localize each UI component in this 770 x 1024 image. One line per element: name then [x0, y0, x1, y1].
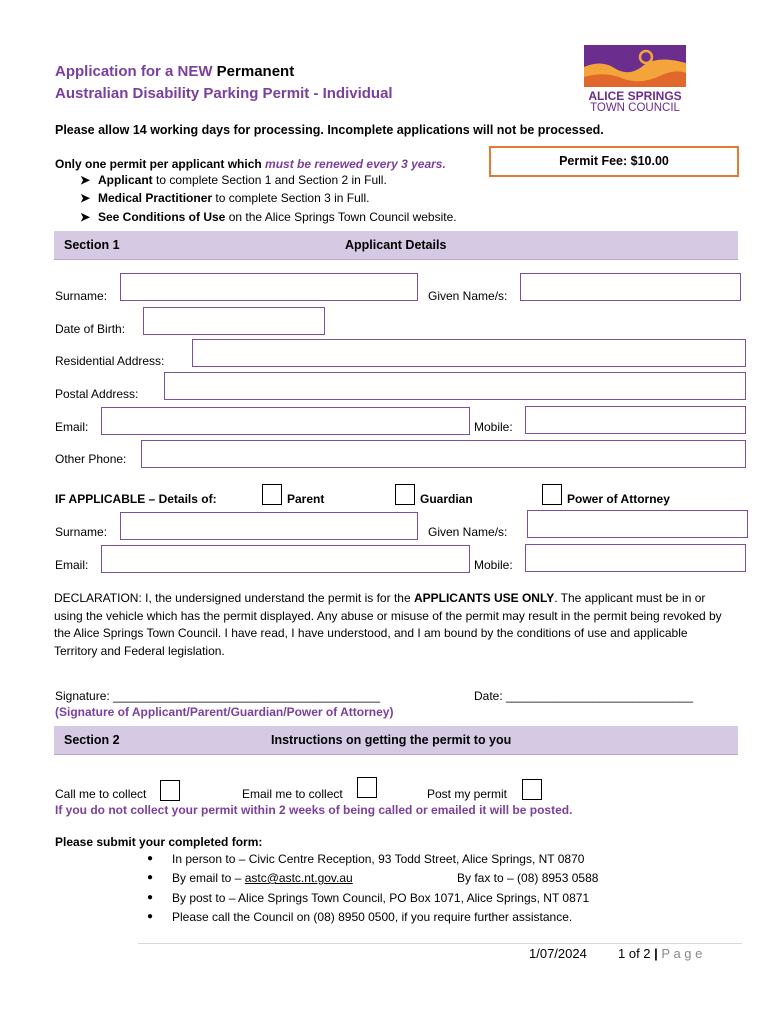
residential-address-field[interactable]: [192, 339, 746, 367]
bullet-icon: ●: [147, 911, 154, 922]
residential-address-label: Residential Address:: [55, 354, 165, 368]
post-permit-checkbox[interactable]: [522, 779, 542, 800]
rep-surname-label: Surname:: [55, 525, 108, 539]
rep-surname-field[interactable]: [120, 512, 418, 540]
call-collect-label: Call me to collect: [55, 787, 147, 801]
mobile-field[interactable]: [525, 406, 746, 434]
arrow-bullet-icon: ➤: [80, 173, 91, 187]
mobile-label: Mobile:: [474, 420, 513, 434]
bullet-icon: ●: [147, 892, 154, 903]
section2-header: [54, 726, 738, 755]
instruction-item: ➤ Medical Practitioner to complete Section 3 in Full.: [80, 191, 370, 205]
given-name-label: Given Name/s:: [428, 289, 508, 303]
submit-heading: Please submit your completed form:: [55, 835, 263, 849]
if-applicable-label: IF APPLICABLE – Details of:: [55, 492, 217, 506]
section1-label: Section 1: [64, 238, 120, 252]
arrow-bullet-icon: ➤: [80, 210, 91, 224]
power-of-attorney-checkbox[interactable]: [542, 484, 562, 505]
council-email-link[interactable]: astc@astc.nt.gov.au: [244, 871, 353, 885]
surname-field[interactable]: [120, 273, 418, 301]
page-word: P a g e: [661, 946, 703, 961]
email-label: Email:: [55, 420, 89, 434]
parent-label: Parent: [287, 492, 325, 506]
submit-in-person: In person to – Civic Centre Reception, 93 Todd Street, Alice Springs, NT 0870: [172, 852, 585, 866]
rep-mobile-field[interactable]: [525, 544, 746, 572]
section2-label: Section 2: [64, 733, 120, 747]
surname-label: Surname:: [55, 289, 108, 303]
page-number: 1 of 2: [618, 946, 651, 961]
guardian-label: Guardian: [420, 492, 473, 506]
parent-checkbox[interactable]: [262, 484, 282, 505]
dob-label: Date of Birth:: [55, 322, 126, 336]
title-subtitle: Australian Disability Parking Permit - Individual: [55, 85, 393, 102]
arrow-bullet-icon: ➤: [80, 191, 91, 205]
logo-line1: ALICE SPRINGS: [588, 89, 682, 103]
submit-by-email: By email to – astc@astc.nt.gov.au: [172, 871, 353, 885]
renewal-emphasis: must be renewed every 3 years.: [265, 157, 446, 171]
page-title: [55, 61, 393, 105]
footer-date: 1/07/2024: [529, 946, 587, 961]
dob-field[interactable]: [143, 307, 325, 335]
post-permit-label: Post my permit: [427, 787, 508, 801]
submit-call: Please call the Council on (08) 8950 0500, if you require further assistance.: [172, 910, 573, 924]
guardian-checkbox[interactable]: [395, 484, 415, 505]
submit-by-post: By post to – Alice Springs Town Council, PO Box 1071, Alice Springs, NT 0871: [172, 891, 590, 905]
rep-mobile-label: Mobile:: [474, 558, 513, 572]
bullet-icon: ●: [147, 853, 154, 864]
submit-by-fax: By fax to – (08) 8953 0588: [457, 871, 599, 885]
bullet-icon: ●: [147, 872, 154, 883]
renewal-text: Only one permit per applicant which: [55, 157, 262, 171]
footer-page: [618, 946, 702, 962]
section2-heading: Instructions on getting the permit to you: [271, 733, 512, 747]
instruction-item: ➤ See Conditions of Use on the Alice Springs Town Council website.: [80, 210, 457, 224]
collection-warning: If you do not collect your permit within 2 weeks of being called or emailed it will be posted.: [55, 803, 573, 817]
logo-mark-icon: [582, 45, 690, 89]
rep-email-field[interactable]: [101, 545, 470, 573]
other-phone-label: Other Phone:: [55, 452, 127, 466]
council-logo: [582, 45, 690, 115]
power-of-attorney-label: Power of Attorney: [567, 492, 670, 506]
email-collect-label: Email me to collect: [242, 787, 343, 801]
email-field[interactable]: [101, 407, 470, 435]
signature-line[interactable]: Signature: ________________________________________: [55, 689, 380, 703]
given-name-field[interactable]: [520, 273, 741, 301]
rep-given-name-field[interactable]: [527, 510, 748, 538]
footer-divider: [138, 943, 742, 944]
section1-heading: Applicant Details: [345, 238, 447, 252]
renewal-notice: [55, 156, 446, 172]
page-separator: |: [654, 946, 658, 961]
postal-address-field[interactable]: [164, 372, 746, 400]
call-collect-checkbox[interactable]: [160, 780, 180, 801]
logo-line2: TOWN COUNCIL: [590, 102, 680, 114]
permit-fee-box: Permit Fee: $10.00: [489, 146, 739, 177]
rep-email-label: Email:: [55, 558, 89, 572]
title-permanent: Permanent: [216, 63, 295, 80]
signature-note: (Signature of Applicant/Parent/Guardian/Power of Attorney): [55, 705, 394, 719]
postal-address-label: Postal Address:: [55, 387, 139, 401]
declaration-text: DECLARATION: I, the undersigned understand the permit is for the APPLICANTS USE ONLY. The applicant must be in or using the vehicle which has the permit displayed. Any abuse or misuse of the permit may result in the permit being revoked by the Alice Springs Town Council. I have read, I have understood, and I am bound by the conditions of use and applicable Territory and Federal legislation.: [54, 591, 722, 658]
section1-header: [54, 231, 738, 260]
processing-notice: Please allow 14 working days for processing. Incomplete applications will not be processed.: [55, 123, 604, 137]
email-collect-checkbox[interactable]: [357, 777, 377, 798]
other-phone-field[interactable]: [141, 440, 746, 468]
instruction-item: ➤ Applicant to complete Section 1 and Section 2 in Full.: [80, 173, 387, 187]
date-line[interactable]: Date: ____________________________: [474, 689, 693, 703]
rep-given-name-label: Given Name/s:: [428, 525, 508, 539]
title-new: Application for a NEW: [55, 63, 213, 80]
